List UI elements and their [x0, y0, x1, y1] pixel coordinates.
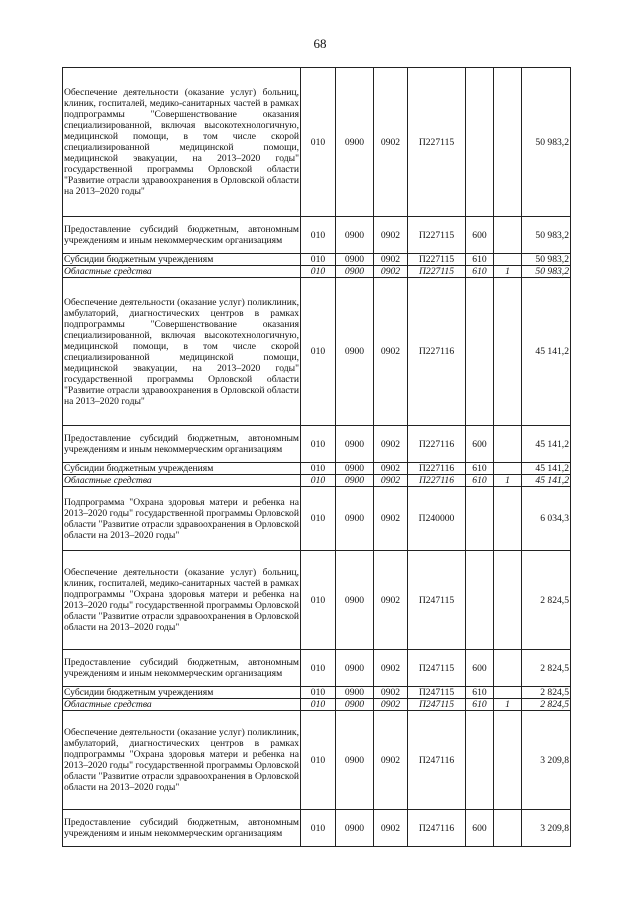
- item-description: Областные средства: [63, 475, 301, 487]
- grbs-code: 010: [301, 463, 336, 475]
- expense-type-code: [466, 551, 494, 650]
- section-code: 0900: [336, 463, 374, 475]
- section-code: 0900: [336, 551, 374, 650]
- funding-code: [494, 217, 522, 254]
- section-code: 0900: [336, 278, 374, 426]
- section-code: 0900: [336, 68, 374, 217]
- grbs-code: 010: [301, 810, 336, 847]
- section-code: 0900: [336, 254, 374, 266]
- section-code: 0900: [336, 487, 374, 551]
- funding-code: [494, 254, 522, 266]
- table-row: [63, 650, 571, 687]
- item-description: Обеспечение деятельности (оказание услуг) поликлиник, амбулаторий, диагностических центров в рамках подпрограммы "Совершенствование оказания специализированной, включая высокотехнологичную, медицинской помощи, в том числе скорой специализированной медицинской помощи, медицинской эвакуации, на 2013–2020 годы" государственной программы Орловской области "Развитие отрасли здравоохранения в Орловской области на 2013–2020 годы": [63, 278, 301, 426]
- item-description: Обеспечение деятельности (оказание услуг) больниц, клиник, госпиталей, медико-санитарных частей в рамках подпрограммы "Совершенствование оказания специализированной, включая высокотехнологичную, медицинской помощи, в том числе скорой специализированной медицинской помощи, медицинской эвакуации, на 2013–2020 годы" государственной программы Орловской области "Развитие отрасли здравоохранения в Орловской области на 2013–2020 годы": [63, 68, 301, 217]
- subsection-code: 0902: [374, 687, 408, 699]
- expense-type-code: [466, 487, 494, 551]
- item-description: Обеспечение деятельности (оказание услуг) поликлиник, амбулаторий, диагностических центров в рамках подпрограммы "Охрана здоровья матери и ребенка на 2013–2020 годы" государственной программы Орловской области "Развитие отрасли здравоохранения в Орловской области на 2013–2020 годы": [63, 711, 301, 810]
- amount: 2 824,5: [522, 650, 571, 687]
- expense-type-code: [466, 711, 494, 810]
- target-article-code: П227116: [408, 278, 466, 426]
- target-article-code: П227116: [408, 426, 466, 463]
- funding-code: 1: [494, 699, 522, 711]
- table-row: [63, 217, 571, 254]
- funding-code: [494, 487, 522, 551]
- expense-type-code: 610: [466, 266, 494, 278]
- amount: 3 209,8: [522, 711, 571, 810]
- subsection-code: 0902: [374, 487, 408, 551]
- target-article-code: П227116: [408, 463, 466, 475]
- target-article-code: П240000: [408, 487, 466, 551]
- grbs-code: 010: [301, 278, 336, 426]
- subsection-code: 0902: [374, 217, 408, 254]
- amount: 2 824,5: [522, 699, 571, 711]
- section-code: 0900: [336, 217, 374, 254]
- target-article-code: П227115: [408, 68, 466, 217]
- table-row: [63, 699, 571, 711]
- subsection-code: 0902: [374, 254, 408, 266]
- item-description: Областные средства: [63, 699, 301, 711]
- funding-code: [494, 551, 522, 650]
- grbs-code: 010: [301, 699, 336, 711]
- item-description: Предоставление субсидий бюджетным, автономным учреждениям и иным некоммерческим организациям: [63, 217, 301, 254]
- amount: 50 983,2: [522, 217, 571, 254]
- expense-type-code: 610: [466, 687, 494, 699]
- subsection-code: 0902: [374, 650, 408, 687]
- table-row: [63, 487, 571, 551]
- grbs-code: 010: [301, 711, 336, 810]
- amount: 50 983,2: [522, 254, 571, 266]
- subsection-code: 0902: [374, 475, 408, 487]
- table-row: [63, 475, 571, 487]
- subsection-code: 0902: [374, 699, 408, 711]
- funding-code: [494, 810, 522, 847]
- item-description: Предоставление субсидий бюджетным, автономным учреждениям и иным некоммерческим организациям: [63, 810, 301, 847]
- subsection-code: 0902: [374, 463, 408, 475]
- item-description: Субсидии бюджетным учреждениям: [63, 463, 301, 475]
- amount: 45 141,2: [522, 426, 571, 463]
- grbs-code: 010: [301, 217, 336, 254]
- grbs-code: 010: [301, 687, 336, 699]
- target-article-code: П247115: [408, 699, 466, 711]
- grbs-code: 010: [301, 266, 336, 278]
- subsection-code: 0902: [374, 426, 408, 463]
- target-article-code: П227115: [408, 254, 466, 266]
- target-article-code: П227115: [408, 217, 466, 254]
- amount: 2 824,5: [522, 687, 571, 699]
- item-description: Предоставление субсидий бюджетным, автономным учреждениям и иным некоммерческим организациям: [63, 650, 301, 687]
- subsection-code: 0902: [374, 551, 408, 650]
- item-description: Подпрограмма "Охрана здоровья матери и ребенка на 2013–2020 годы" государственной программы Орловской области "Развитие отрасли здравоохранения в Орловской области на 2013–2020 годы": [63, 487, 301, 551]
- amount: 45 141,2: [522, 463, 571, 475]
- budget-table: [62, 67, 571, 847]
- subsection-code: 0902: [374, 68, 408, 217]
- table-row: [63, 687, 571, 699]
- table-row: [63, 266, 571, 278]
- table-row: [63, 551, 571, 650]
- subsection-code: 0902: [374, 266, 408, 278]
- expense-type-code: 610: [466, 475, 494, 487]
- expense-type-code: 600: [466, 426, 494, 463]
- expense-type-code: 600: [466, 217, 494, 254]
- section-code: 0900: [336, 687, 374, 699]
- table-row: [63, 711, 571, 810]
- funding-code: [494, 463, 522, 475]
- amount: 45 141,2: [522, 475, 571, 487]
- grbs-code: 010: [301, 487, 336, 551]
- section-code: 0900: [336, 650, 374, 687]
- grbs-code: 010: [301, 68, 336, 217]
- target-article-code: П247116: [408, 711, 466, 810]
- amount: 50 983,2: [522, 266, 571, 278]
- target-article-code: П227116: [408, 475, 466, 487]
- table-row: [63, 254, 571, 266]
- table-row: [63, 810, 571, 847]
- expense-type-code: 610: [466, 254, 494, 266]
- expense-type-code: [466, 278, 494, 426]
- section-code: 0900: [336, 810, 374, 847]
- item-description: Субсидии бюджетным учреждениям: [63, 687, 301, 699]
- target-article-code: П247115: [408, 687, 466, 699]
- section-code: 0900: [336, 475, 374, 487]
- section-code: 0900: [336, 711, 374, 810]
- funding-code: [494, 650, 522, 687]
- subsection-code: 0902: [374, 711, 408, 810]
- amount: 6 034,3: [522, 487, 571, 551]
- table-row: [63, 426, 571, 463]
- funding-code: 1: [494, 475, 522, 487]
- section-code: 0900: [336, 699, 374, 711]
- expense-type-code: 610: [466, 699, 494, 711]
- funding-code: [494, 278, 522, 426]
- expense-type-code: 600: [466, 810, 494, 847]
- amount: 45 141,2: [522, 278, 571, 426]
- funding-code: [494, 426, 522, 463]
- item-description: Обеспечение деятельности (оказание услуг) больниц, клиник, госпиталей, медико-санитарных частей в рамках подпрограммы "Охрана здоровья матери и ребенка на 2013–2020 годы" государственной программы Орловской области "Развитие отрасли здравоохранения в Орловской области на 2013–2020 годы": [63, 551, 301, 650]
- expense-type-code: 610: [466, 463, 494, 475]
- subsection-code: 0902: [374, 810, 408, 847]
- amount: 3 209,8: [522, 810, 571, 847]
- funding-code: [494, 68, 522, 217]
- target-article-code: П247116: [408, 810, 466, 847]
- section-code: 0900: [336, 426, 374, 463]
- table-row: [63, 463, 571, 475]
- grbs-code: 010: [301, 551, 336, 650]
- item-description: Областные средства: [63, 266, 301, 278]
- grbs-code: 010: [301, 254, 336, 266]
- funding-code: [494, 711, 522, 810]
- table-row: [63, 278, 571, 426]
- target-article-code: П247115: [408, 650, 466, 687]
- expense-type-code: [466, 68, 494, 217]
- funding-code: [494, 687, 522, 699]
- expense-type-code: 600: [466, 650, 494, 687]
- item-description: Субсидии бюджетным учреждениям: [63, 254, 301, 266]
- grbs-code: 010: [301, 475, 336, 487]
- item-description: Предоставление субсидий бюджетным, автономным учреждениям и иным некоммерческим организациям: [63, 426, 301, 463]
- amount: 2 824,5: [522, 551, 571, 650]
- table-row: [63, 68, 571, 217]
- target-article-code: П227115: [408, 266, 466, 278]
- grbs-code: 010: [301, 426, 336, 463]
- grbs-code: 010: [301, 650, 336, 687]
- target-article-code: П247115: [408, 551, 466, 650]
- section-code: 0900: [336, 266, 374, 278]
- funding-code: 1: [494, 266, 522, 278]
- page-number: 68: [313, 36, 327, 51]
- amount: 50 983,2: [522, 68, 571, 217]
- subsection-code: 0902: [374, 278, 408, 426]
